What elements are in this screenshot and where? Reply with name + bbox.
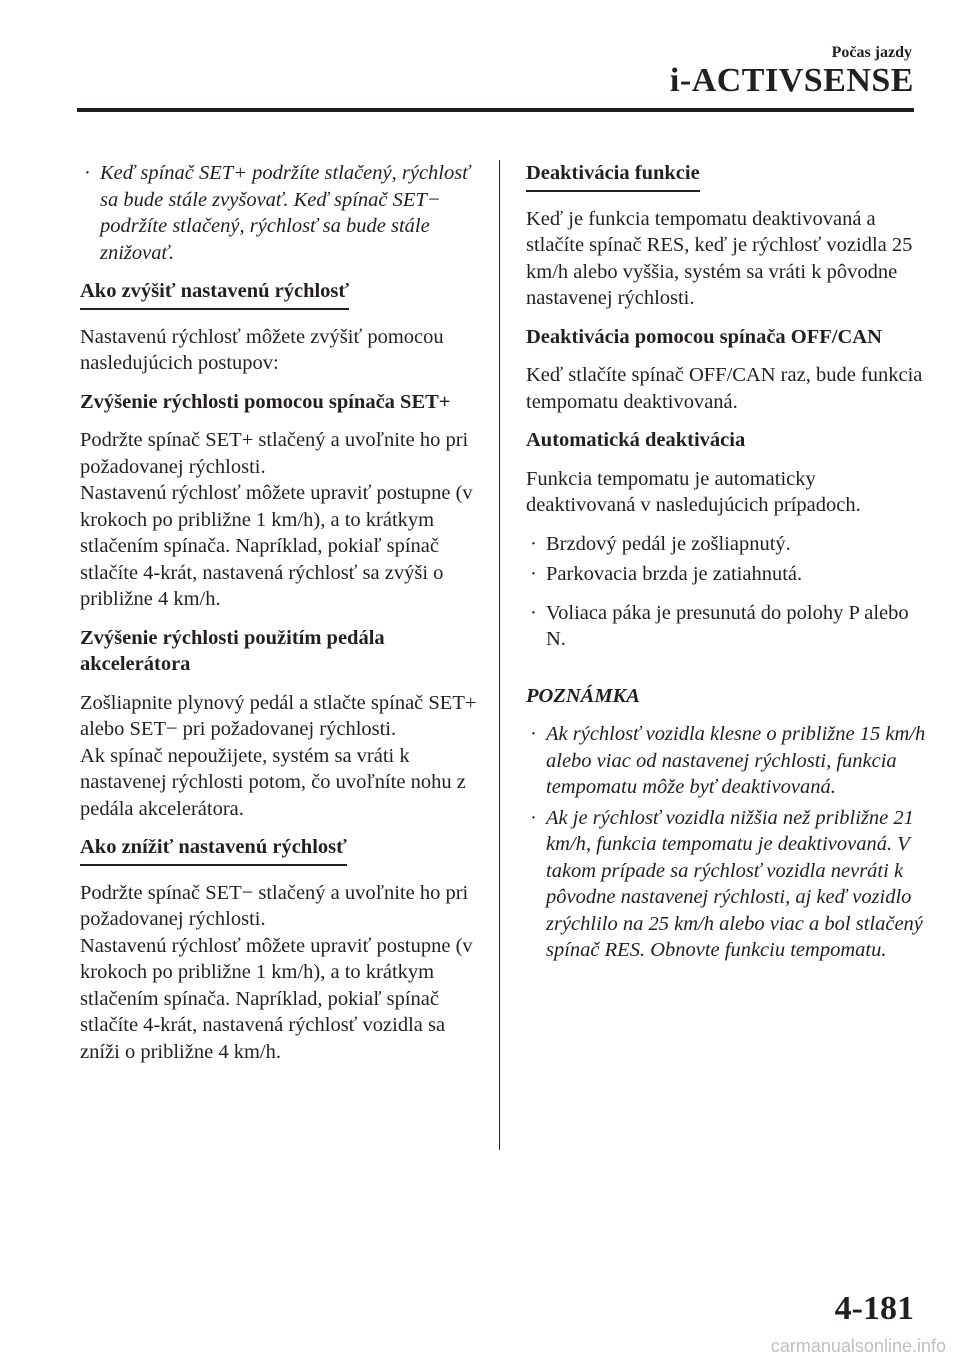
paragraph-set-plus: Podržte spínač SET+ stlačený a uvoľnite ho pri požadovanej rýchlosti.	[80, 429, 469, 478]
heading-accelerator-pedal: Zvýšenie rýchlosti použitím pedála akcelerátora	[80, 626, 385, 675]
paragraph-set-minus-steps: Nastavenú rýchlosť môžete upraviť postupne (v krokoch po približne 1 km/h), a to krátkym stlačením spínača. Napríklad, pokiaľ spínač stlačíte 4-krát, nastavená rýchlosť vozidla sa zníži o približne 4 km/h.	[80, 934, 473, 1063]
paragraph-increase-speed: Nastavenú rýchlosť môžete zvýšiť pomocou nasledujúcich postupov:	[80, 325, 444, 374]
note-item	[526, 805, 926, 964]
bullet-dot: ·	[530, 806, 537, 829]
column-divider	[499, 160, 500, 1150]
watermark: carmanualsonline.info	[770, 1336, 946, 1356]
bullet-set-hold	[80, 160, 480, 266]
paragraph-auto-deactivation: Funkcia tempomatu je automaticky deaktivovaná v nasledujúcich prípadoch.	[526, 467, 861, 516]
note-item-text: Ak rýchlosť vozidla klesne o približne 15 km/h alebo viac od nastavenej rýchlosti, funkcia tempomatu môže byť deaktivovaná.	[546, 723, 926, 798]
bullet-text: Keď spínač SET+ podržíte stlačený, rýchlosť sa bude stále zvyšovať. Keď spínač SET− podržíte stlačený, rýchlosť sa bude stále znižovať.	[100, 162, 470, 264]
page-header-section: i-ACTIVSENSE	[669, 62, 914, 99]
list-item	[526, 531, 926, 558]
paragraph-set-plus-steps: Nastavenú rýchlosť môžete upraviť postupne (v krokoch po približne 1 km/h), a to krátkym stlačením spínača. Napríklad, pokiaľ spínač stlačíte 4-krát, nastavená rýchlosť sa zvýši o približne 4 km/h.	[80, 482, 473, 610]
heading-increase-speed: Ako zvýšiť nastavenú rýchlosť	[80, 278, 349, 310]
note-item	[526, 721, 926, 801]
list-item-text: Brzdový pedál je zošliapnutý.	[546, 532, 791, 555]
paragraph-accelerator-release: Ak spínač nepoužijete, systém sa vráti k nastavenej rýchlosti potom, čo uvoľníte nohu z pedála akcelerátora.	[80, 744, 466, 820]
paragraph-deactivation: Keď je funkcia tempomatu deaktivovaná a stlačíte spínač RES, keď je rýchlosť vozidla 25 km/h alebo vyššia, systém sa vráti k pôvodne nastavenej rýchlosti.	[526, 207, 913, 309]
list-item	[526, 600, 926, 653]
header-rule	[77, 108, 914, 112]
bullet-dot: ·	[530, 563, 537, 585]
bullet-dot: ·	[84, 162, 91, 184]
paragraph-accelerator-pedal: Zošliapnite plynový pedál a stlačte spínač SET+ alebo SET− pri požadovanej rýchlosti.	[80, 691, 477, 740]
heading-offcan: Deaktivácia pomocou spínača OFF/CAN	[526, 325, 882, 348]
note-item-text: Ak je rýchlosť vozidla nižšia než približne 21 km/h, funkcia tempomatu je deaktivovaná. V takom prípade sa rýchlosť vozidla nevráti k pôvodne nastavenej rýchlosti, aj keď vozidlo zrýchlilo na 25 km/h alebo viac a bol stlačený spínač RES. Obnovte funkciu tempomatu.	[546, 806, 923, 961]
heading-set-plus: Zvýšenie rýchlosti pomocou spínača SET+	[80, 390, 451, 413]
heading-auto-deactivation: Automatická deaktivácia	[526, 429, 746, 451]
bullet-dot: ·	[530, 601, 537, 624]
page-header-chapter: Počas jazdy	[831, 44, 912, 61]
list-item-text: Voliaca páka je presunutá do polohy P alebo N.	[546, 601, 909, 650]
left-column	[80, 160, 480, 1077]
bullet-dot: ·	[530, 532, 537, 555]
heading-decrease-speed: Ako znížiť nastavenú rýchlosť	[80, 834, 347, 866]
paragraph-set-minus: Podržte spínač SET− stlačený a uvoľnite ho pri požadovanej rýchlosti.	[80, 881, 469, 930]
heading-deactivation: Deaktivácia funkcie	[526, 160, 700, 192]
paragraph-offcan: Keď stlačíte spínač OFF/CAN raz, bude funkcia tempomatu deaktivovaná.	[526, 364, 923, 413]
page-number: 4-181	[834, 1290, 914, 1327]
bullet-dot: ·	[530, 723, 537, 745]
note-title: POZNÁMKA	[526, 684, 640, 707]
list-item-text: Parkovacia brzda je zatiahnutá.	[546, 563, 803, 585]
list-item	[526, 561, 926, 588]
right-column	[526, 160, 926, 976]
